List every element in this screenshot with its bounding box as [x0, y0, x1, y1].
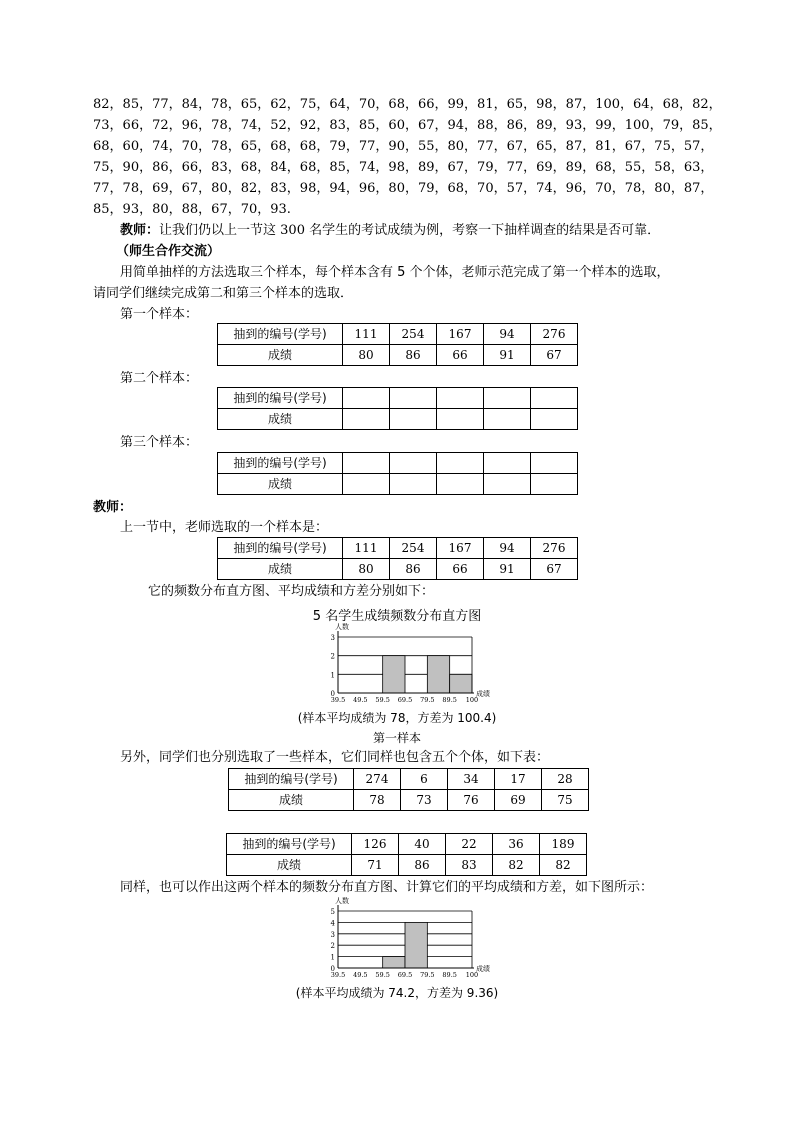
table-row	[227, 834, 587, 855]
x-tick-label: 69.5	[397, 971, 413, 979]
score-cell: 86	[399, 855, 446, 876]
x-tick-label: 89.5	[442, 971, 457, 979]
table-row	[218, 474, 578, 495]
id-header: 抽到的编号(学号)	[218, 538, 343, 559]
id-cell: 167	[437, 538, 484, 559]
score-cell: 80	[343, 345, 390, 366]
score-cell-empty[interactable]	[531, 474, 578, 495]
table-row	[218, 559, 578, 580]
other-sample-1-table	[228, 768, 589, 811]
score-cell: 86	[390, 345, 437, 366]
id-cell: 254	[390, 538, 437, 559]
score-header: 成绩	[218, 345, 343, 366]
scores-line-4: 75，90，86，66，83，68，84，68，85，74，98，89，67，79，77，69，89，68，55，58，63，	[93, 160, 714, 175]
x-tick-label: 39.5	[330, 696, 346, 704]
y-tick-label: 1	[330, 671, 335, 680]
score-cell: 76	[448, 790, 495, 811]
instruction-line-2: 请同学们继续完成第二和第三个样本的选取．	[93, 286, 354, 301]
score-cell: 66	[437, 559, 484, 580]
score-header: 成绩	[218, 559, 343, 580]
x-tick-label: 89.5	[442, 696, 457, 704]
chart-1-title: 5 名学生成绩频数分布直方图	[312, 609, 482, 624]
other-samples-text: 另外，同学们也分别选取了一些样本，它们同样也包含五个个体，如下表：	[120, 750, 550, 765]
id-cell-empty[interactable]	[437, 453, 484, 474]
id-header: 抽到的编号(学号)	[218, 453, 343, 474]
id-cell: 254	[390, 324, 437, 345]
histogram-bar	[450, 674, 472, 693]
score-cell-empty[interactable]	[437, 409, 484, 430]
chart-2-caption: (样本平均成绩为 74.2，方差为 9.36)	[295, 986, 499, 1000]
histogram-bar	[405, 922, 427, 968]
histogram-bar	[383, 656, 405, 693]
histogram-bar	[427, 656, 449, 693]
id-cell: 28	[542, 769, 589, 790]
y-tick-label: 3	[330, 930, 335, 939]
score-cell: 69	[495, 790, 542, 811]
histogram-bar	[383, 957, 405, 968]
histogram-chart-1	[320, 620, 500, 706]
id-cell: 276	[531, 538, 578, 559]
score-cell: 86	[390, 559, 437, 580]
sample-3-label: 第三个样本：	[120, 435, 199, 450]
id-cell: 6	[401, 769, 448, 790]
teacher2-label: 教师：	[93, 500, 133, 515]
id-cell-empty[interactable]	[531, 453, 578, 474]
score-cell-empty[interactable]	[484, 474, 531, 495]
id-cell: 17	[495, 769, 542, 790]
score-cell-empty[interactable]	[437, 474, 484, 495]
score-cell: 73	[401, 790, 448, 811]
x-tick-label: 49.5	[353, 696, 368, 704]
y-axis-label: 人数	[335, 623, 349, 631]
table-row	[227, 855, 587, 876]
sample-1-table	[217, 323, 578, 366]
y-tick-label: 2	[330, 652, 335, 661]
teacher-label: 教师：	[120, 223, 160, 238]
id-cell-empty[interactable]	[484, 453, 531, 474]
id-cell-empty[interactable]	[437, 388, 484, 409]
id-cell: 34	[448, 769, 495, 790]
chart-1-caption: (样本平均成绩为 78，方差为 100.4)	[297, 711, 497, 725]
y-tick-label: 0	[330, 690, 335, 698]
table-row	[229, 790, 589, 811]
x-tick-label: 59.5	[375, 696, 390, 704]
teacher2-desc: 它的频数分布直方图、平均成绩和方差分别如下：	[148, 584, 435, 599]
score-cell-empty[interactable]	[531, 409, 578, 430]
y-tick-label: 1	[330, 953, 335, 962]
id-cell-empty[interactable]	[484, 388, 531, 409]
teacher2-table	[217, 537, 578, 580]
scores-line-2: 73，66，72，96，78，74，52，92，83，85，60，67，94，88，86，89，93，99，100，79，85，	[93, 118, 722, 133]
id-cell: 189	[540, 834, 587, 855]
id-cell-empty[interactable]	[390, 453, 437, 474]
score-cell-empty[interactable]	[390, 474, 437, 495]
id-header: 抽到的编号(学号)	[218, 324, 343, 345]
id-cell: 40	[399, 834, 446, 855]
section-title: （师生合作交流）	[116, 244, 221, 259]
x-tick-label: 39.5	[330, 971, 346, 979]
score-cell: 82	[540, 855, 587, 876]
scores-line-5: 77，78，69，67，80，82，83，98，94，96，80，79，68，70，57，74，96，70，78，80，87，	[93, 181, 714, 196]
teacher-intro-text: 让我们仍以上一节这 300 名学生的考试成绩为例，考察一下抽样调查的结果是否可靠．	[159, 223, 661, 238]
x-tick-label: 79.5	[420, 971, 435, 979]
id-cell: 22	[446, 834, 493, 855]
id-cell: 111	[343, 538, 390, 559]
x-axis-label: 成绩	[476, 965, 490, 973]
id-cell: 167	[437, 324, 484, 345]
table-row	[218, 388, 578, 409]
table-row	[218, 538, 578, 559]
id-header: 抽到的编号(学号)	[218, 388, 343, 409]
y-tick-label: 0	[330, 965, 335, 973]
chart-1-subcaption: 第一样本	[372, 731, 421, 745]
score-cell: 71	[352, 855, 399, 876]
score-cell: 78	[354, 790, 401, 811]
teacher2-line: 上一节中，老师选取的一个样本是：	[120, 520, 329, 535]
score-header: 成绩	[218, 474, 343, 495]
score-header: 成绩	[218, 409, 343, 430]
id-cell-empty[interactable]	[390, 388, 437, 409]
x-tick-label: 59.5	[375, 971, 390, 979]
sample-2-label: 第二个样本：	[120, 371, 199, 386]
score-cell: 67	[531, 559, 578, 580]
x-tick-label: 79.5	[420, 696, 435, 704]
score-cell: 80	[343, 559, 390, 580]
score-cell: 67	[531, 345, 578, 366]
y-tick-label: 4	[330, 919, 335, 928]
same-text: 同样，也可以作出这两个样本的频数分布直方图、计算它们的平均成绩和方差，如下图所示：	[120, 880, 654, 895]
y-tick-label: 5	[330, 908, 335, 916]
x-axis-label: 成绩	[476, 690, 490, 698]
table-row	[218, 453, 578, 474]
y-axis-label: 人数	[335, 897, 349, 905]
score-cell: 83	[446, 855, 493, 876]
score-header: 成绩	[229, 790, 354, 811]
score-cell: 66	[437, 345, 484, 366]
id-cell-empty[interactable]	[343, 453, 390, 474]
id-cell-empty[interactable]	[531, 388, 578, 409]
id-cell: 274	[354, 769, 401, 790]
score-cell: 91	[484, 559, 531, 580]
id-cell-empty[interactable]	[343, 388, 390, 409]
id-cell: 36	[493, 834, 540, 855]
x-tick-label: 100	[465, 696, 479, 704]
sample-1-label: 第一个样本：	[120, 307, 199, 322]
score-cell-empty[interactable]	[484, 409, 531, 430]
sample-2-table	[217, 387, 578, 430]
y-tick-label: 2	[330, 942, 335, 951]
score-cell: 75	[542, 790, 589, 811]
table-row	[218, 409, 578, 430]
id-cell: 94	[484, 538, 531, 559]
teacher-intro	[120, 223, 660, 239]
id-header: 抽到的编号(学号)	[229, 769, 354, 790]
score-cell-empty[interactable]	[343, 474, 390, 495]
table-row	[218, 345, 578, 366]
sample-3-table	[217, 452, 578, 495]
score-cell-empty[interactable]	[390, 409, 437, 430]
x-tick-label: 69.5	[397, 696, 413, 704]
scores-line-6: 85，93，80，88，67，70，93.	[93, 202, 291, 217]
x-tick-label: 100	[465, 971, 479, 979]
score-cell-empty[interactable]	[343, 409, 390, 430]
x-tick-label: 49.5	[353, 971, 368, 979]
id-cell: 94	[484, 324, 531, 345]
score-cell: 82	[493, 855, 540, 876]
score-header: 成绩	[227, 855, 352, 876]
id-cell: 111	[343, 324, 390, 345]
id-cell: 276	[531, 324, 578, 345]
id-cell: 126	[352, 834, 399, 855]
y-tick-label: 3	[330, 634, 335, 642]
histogram-chart-2	[320, 896, 500, 980]
scores-line-3: 68，60，74，70，78，65，68，68，79，77，90，55，80，77，67，65，87，81，67，75，57，	[93, 139, 714, 154]
score-cell: 91	[484, 345, 531, 366]
table-row	[229, 769, 589, 790]
scores-line-1: 82，85，77，84，78，65，62，75，64，70，68，66，99，81，65，98，87，100，64，68，82，	[93, 97, 722, 112]
table-row	[218, 324, 578, 345]
other-sample-2-table	[226, 833, 587, 876]
id-header: 抽到的编号(学号)	[227, 834, 352, 855]
instruction-line-1: 用简单抽样的方法选取三个样本，每个样本含有 5 个个体，老师示范完成了第一个样本的选取，	[120, 265, 670, 280]
